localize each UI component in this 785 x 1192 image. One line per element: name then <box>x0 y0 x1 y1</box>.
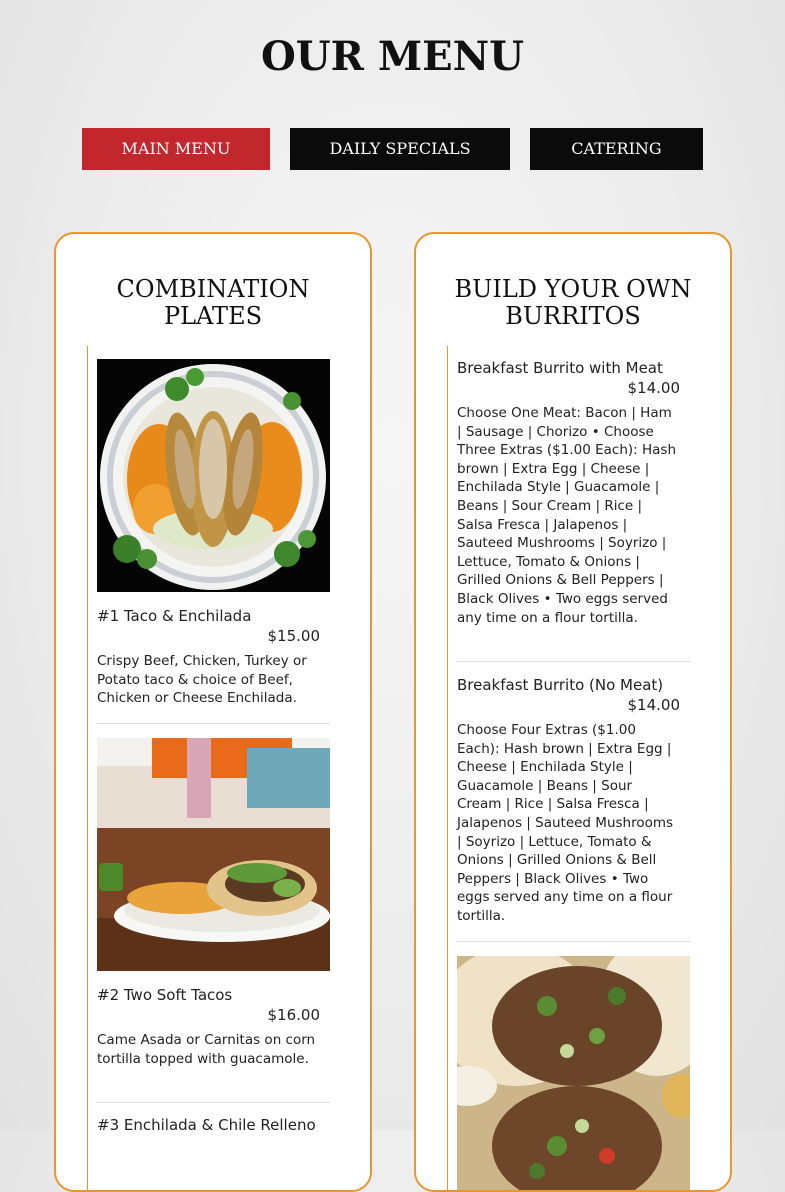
item-name: #1 Taco & Enchilada <box>97 607 252 625</box>
combination-plates-title-line2: PLATES <box>163 302 263 330</box>
burritos-title-line1: BUILD YOUR OWN <box>454 275 692 303</box>
item-name: Breakfast Burrito (No Meat) <box>457 676 664 694</box>
combination-plates-title-line1: COMBINATION <box>116 275 310 303</box>
item-divider <box>97 1102 330 1103</box>
page-title: OUR MENU <box>260 33 525 80</box>
item-divider <box>457 941 690 942</box>
item-description: Choose One Meat: Bacon | Ham | Sausage | Chorizo • Choose Three Extras ($1.00 Each): Hash brown | Extra Egg | Cheese | Enchilada Style | Guacamole | Beans | Sour Cream | Rice | Salsa Fresca | Jalapenos | Sauteed Mushrooms | Soyrizo | Lettuce, Tomato & Onions | Grilled Onions & Bell Peppers | Black Olives • Two eggs served any time on a flour tortilla. <box>457 405 677 626</box>
burritos-title-line2: BURRITOS <box>505 302 641 330</box>
item-divider <box>457 661 690 662</box>
item-description: Crispy Beef, Chicken, Turkey or Potato taco & choice of Beef, Chicken or Cheese Enchilada. <box>97 653 307 707</box>
tab-daily-specials[interactable]: DAILY SPECIALS <box>290 128 510 170</box>
soft-tacos-photo <box>97 738 330 971</box>
burritos-card <box>414 232 732 1192</box>
item-description: Choose Four Extras ($1.00 Each): Hash brown | Extra Egg | Cheese | Enchilada Style | Guacamole | Beans | Sour Cream | Rice | Salsa Fresca | Jalapenos | Sauteed Mushrooms | Soyrizo | Lettuce, Tomato & Onions | Grilled Onions & Bell Peppers | Black Olives • Two eggs served any time on a flour tortilla. <box>457 722 674 924</box>
item-price: $14.00 <box>627 379 680 397</box>
item-price: $15.00 <box>267 627 320 645</box>
item-description: Came Asada or Carnitas on corn tortilla topped with guacamole. <box>97 1032 316 1067</box>
card-accent-line <box>447 346 448 1192</box>
item-price: $14.00 <box>627 696 680 714</box>
tab-catering[interactable]: CATERING <box>530 128 703 170</box>
card-accent-line <box>87 346 88 1192</box>
tacos-plate-photo <box>97 359 330 592</box>
item-divider <box>97 723 330 724</box>
combination-plates-card <box>54 232 372 1192</box>
item-price: $16.00 <box>267 1006 320 1024</box>
item-name: #3 Enchilada & Chile Relleno <box>97 1116 316 1134</box>
combination-plates-title <box>56 276 370 330</box>
burritos-title <box>416 276 730 330</box>
burrito-photo <box>457 956 690 1192</box>
item-name: #2 Two Soft Tacos <box>97 986 233 1004</box>
tab-main-menu[interactable]: MAIN MENU <box>82 128 270 170</box>
item-name: Breakfast Burrito with Meat <box>457 359 663 377</box>
